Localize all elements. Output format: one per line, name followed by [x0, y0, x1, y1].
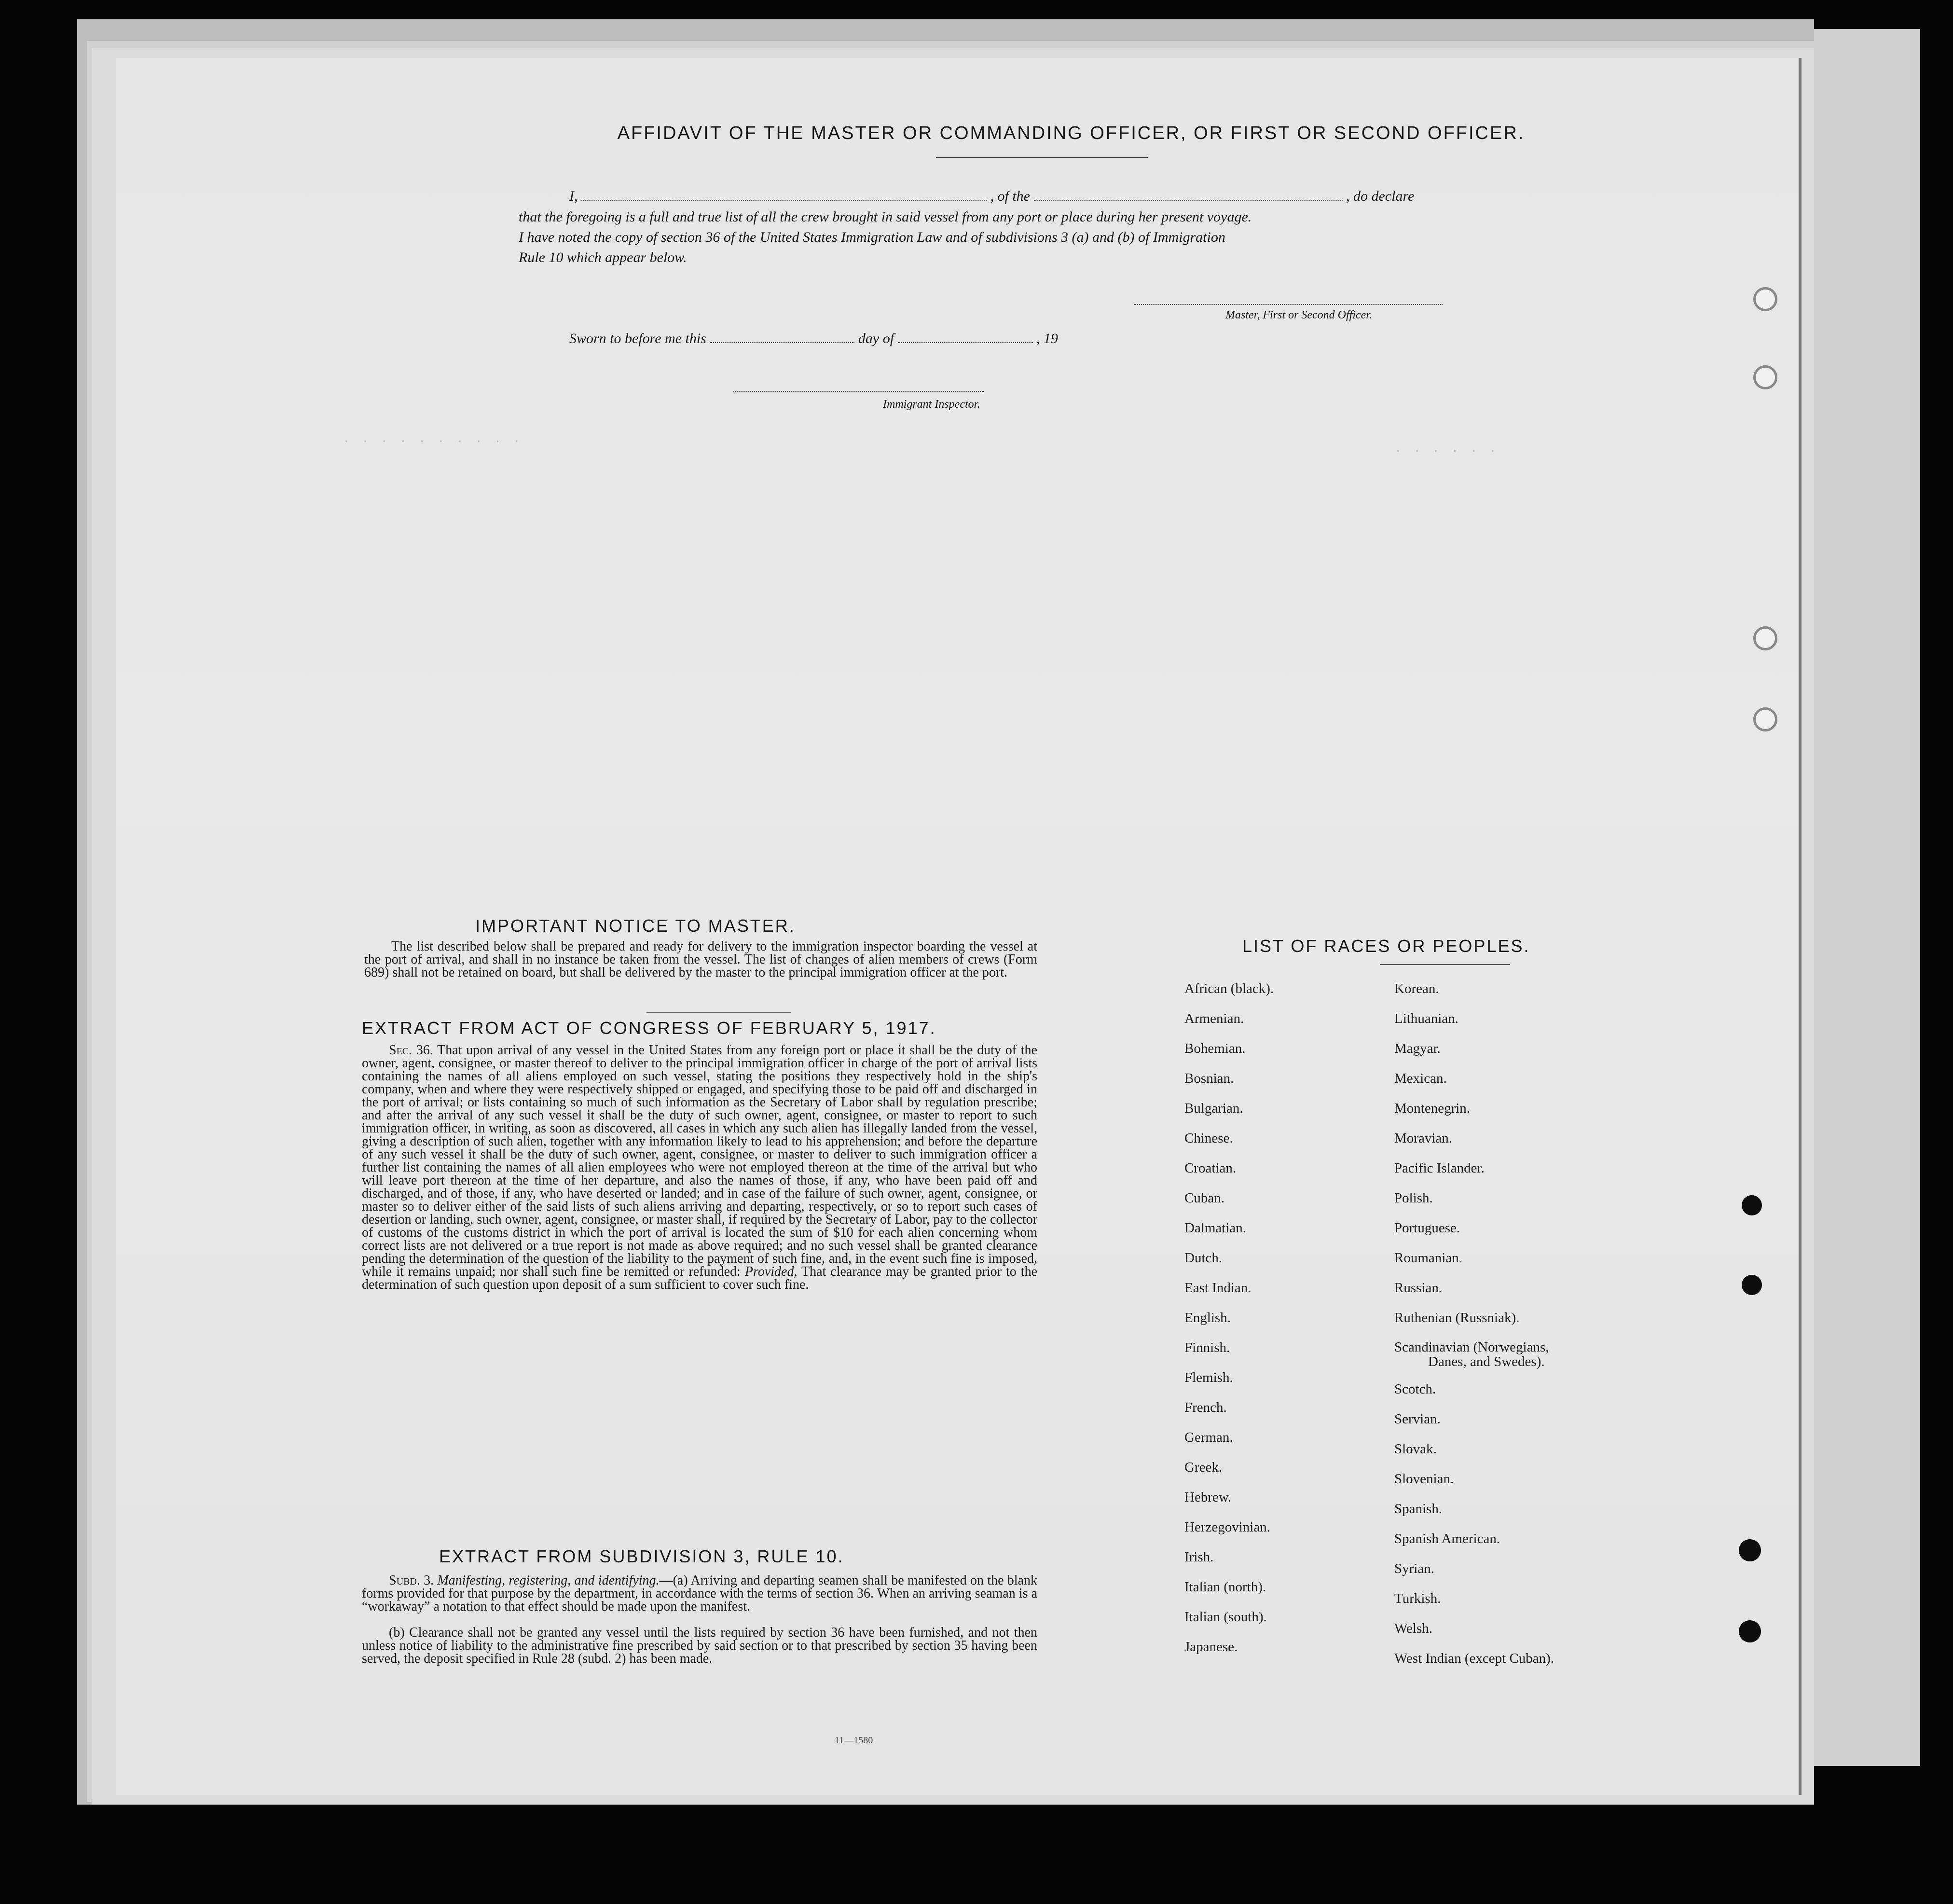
punched-hole-icon [1742, 1195, 1762, 1215]
affidavit-line-4: Rule 10 which appear below. [519, 249, 687, 265]
section-36-text: That upon arrival of any vessel in the United States from any foreign port or place it shall be the duty of the owner, agent, consignee, or master thereof to deliver to the principal immigration officer in charge of the port of arrival lists containing the names of all aliens employed on such vessel, stating the positions they respectively hold in the ship's company, when and where they were respectively shipped or engaged, and specifying those to be paid off and discharged in the port of arrival; or lists containing so much of such information as the Secretary of Labor shall by regulation prescribe; and after the arrival of any such vessel it shall be the duty of such owner, agent, consignee, or master to report to such immigration officer, in writing, as soon as discovered, all cases in which any such alien has illegally landed from the vessel, giving a description of such alien, together with any information likely to lead to his apprehension; and before the departure of any such vessel it shall be the duty of such owner, agent, consignee, or master to deliver to such immigration officer a further list containing the names of all alien employees who were not employed thereon at the time of the arrival but who will leave port thereon at the time of her departure, and also the names of those, if any, who have been paid off and discharged, and of those, if any, who have deserted or landed; and in case of the failure of such owner, agent, consignee, or master so to deliver either of the said lists of such aliens arriving and departing, respectively, or so to report such cases of desertion or landing, such owner, agent, consignee, or master shall, if required by the Secretary of Labor, pay to the collector of customs of the customs district in which the port of arrival is located the sum of $10 for each alien concerning whom correct lists are not delivered or a true report is not made as above required; and no such vessel shall be granted clearance pending the determination of the question of the liability to the payment of such fine, and, in the event such fine is imposed, while it remains unpaid; nor shall such fine be remitted or refunded: [362, 1043, 1037, 1279]
affidavit-line-1 [569, 188, 1414, 205]
race-item: Korean. [1394, 981, 1439, 996]
divider [1380, 964, 1510, 965]
race-item: Japanese. [1184, 1639, 1238, 1655]
bleed-through-marks: · · · · · · · · · · [343, 434, 523, 449]
race-item: Bulgarian. [1184, 1101, 1243, 1116]
races-column-2 [1394, 974, 1554, 1673]
binder-hole-icon [1753, 365, 1777, 389]
subd-label: Subd. 3. [389, 1573, 434, 1588]
form-code: 11—1580 [835, 1735, 873, 1746]
page-edge-shadow [1799, 58, 1802, 1795]
race-item: African (black). [1184, 981, 1274, 996]
race-item: Welsh. [1394, 1621, 1433, 1636]
part-b-text: Clearance shall not be granted any vessel until the lists required by section 36 have been furnished, and not then unless notice of liability to the administrative fine prescribed by said section or to that prescribed by section 35 having been served, the deposit specified in Rule 28 (subd. 2) has been made. [362, 1625, 1037, 1666]
race-item: Portuguese. [1394, 1220, 1460, 1236]
race-item: English. [1184, 1310, 1231, 1325]
race-item: Herzegovinian. [1184, 1519, 1270, 1535]
affidavit-title: AFFIDAVIT OF THE MASTER OR COMMANDING OFFICER, OR FIRST OR SECOND OFFICER. [617, 123, 1525, 143]
act-body [362, 1044, 1037, 1291]
affidavit-line-2: that the foregoing is a full and true list of all the crew brought in said vessel from any port or place during her present voyage. [519, 209, 1252, 225]
vessel-blank[interactable] [1034, 200, 1343, 201]
provided-text: That clearance may be granted prior to the determination of such question upon deposit of a sum sufficient to cover such fine. [362, 1264, 1037, 1292]
signature-label: Master, First or Second Officer. [1225, 309, 1372, 321]
affidavit-of-the: , of the [990, 188, 1030, 204]
race-item: Armenian. [1184, 1011, 1244, 1026]
race-item: Roumanian. [1394, 1250, 1462, 1266]
part-b-label: (b) [389, 1625, 405, 1640]
race-item: Croatian. [1184, 1160, 1237, 1176]
race-item: Russian. [1394, 1280, 1443, 1296]
race-item: Spanish. [1394, 1501, 1443, 1517]
affidavit-do-declare: , do declare [1346, 188, 1415, 204]
section-label: Sec. 36. [389, 1043, 433, 1058]
sworn-text: Sworn to before me this [569, 331, 706, 346]
act-heading: EXTRACT FROM ACT OF CONGRESS OF FEBRUARY 5, 1917. [362, 1018, 936, 1038]
notice-heading: IMPORTANT NOTICE TO MASTER. [475, 916, 796, 936]
race-item: Spanish American. [1394, 1531, 1500, 1546]
provided-label: Provided, [744, 1264, 798, 1279]
race-item: Scandinavian (Norwegians, [1394, 1339, 1549, 1355]
title-underline [936, 157, 1148, 158]
race-item: French. [1184, 1400, 1227, 1415]
year-prefix: , 19 [1036, 331, 1059, 346]
race-item: German. [1184, 1430, 1233, 1445]
race-item: Dutch. [1184, 1250, 1223, 1266]
race-item: Italian (south). [1184, 1609, 1267, 1625]
races-heading: LIST OF RACES OR PEOPLES. [1242, 936, 1530, 956]
race-item: Irish. [1184, 1549, 1214, 1565]
race-item: West Indian (except Cuban). [1394, 1651, 1554, 1666]
race-item: Flemish. [1184, 1370, 1233, 1385]
race-item: Dalmatian. [1184, 1220, 1247, 1236]
race-item: Bosnian. [1184, 1071, 1234, 1086]
punched-hole-icon [1742, 1275, 1762, 1295]
rule-heading: EXTRACT FROM SUBDIVISION 3, RULE 10. [439, 1546, 844, 1566]
affidavit-line-3: I have noted the copy of section 36 of the United States Immigration Law and of subdivisions 3 (a) and (b) of Immigration [519, 229, 1225, 245]
sworn-line [569, 331, 1058, 347]
subd-title: Manifesting, registering, and identifying. [437, 1573, 660, 1588]
affidavit-i: I, [569, 188, 578, 204]
race-item: Moravian. [1394, 1131, 1452, 1146]
race-item: Finnish. [1184, 1340, 1230, 1355]
race-item: Syrian. [1394, 1561, 1434, 1576]
race-item: Hebrew. [1184, 1490, 1232, 1505]
race-item: Turkish. [1394, 1591, 1441, 1606]
race-item: Bohemian. [1184, 1041, 1246, 1056]
race-item: Greek. [1184, 1460, 1223, 1475]
sworn-month-blank[interactable] [898, 342, 1033, 343]
rule-part-a [362, 1574, 1037, 1613]
race-item: Slovak. [1394, 1441, 1437, 1457]
name-blank[interactable] [581, 200, 987, 201]
race-item: Slovenian. [1394, 1471, 1454, 1487]
part-a-text: —(a) Arriving and departing seamen shall be manifested on the blank forms provided for that purpose by the department, in accordance with the terms of section 36. When an arriving seaman is a “workaway” a notation to that effect should be made upon the manifest. [362, 1573, 1037, 1614]
sworn-day-blank[interactable] [710, 342, 854, 343]
binder-hole-icon [1753, 626, 1777, 650]
rule-part-b [362, 1626, 1037, 1665]
binder-hole-icon [1753, 287, 1777, 311]
punched-hole-icon [1739, 1620, 1761, 1642]
inspector-label: Immigrant Inspector. [883, 398, 980, 411]
race-item: Scotch. [1394, 1381, 1436, 1397]
race-item: East Indian. [1184, 1280, 1252, 1296]
race-item: Cuban. [1184, 1190, 1224, 1206]
race-item: Danes, and Swedes). [1428, 1354, 1545, 1369]
race-item: Lithuanian. [1394, 1011, 1458, 1026]
race-item: Montenegrin. [1394, 1101, 1471, 1116]
notice-body: The list described below shall be prepared and ready for delivery to the immigration inspector boarding the vessel at the port of arrival, and shall in no instance be taken from the vessel. The list of changes of alien members of crews (Form 689) shall not be retained on board, but shall be delivered by the master to the principal immigration officer at the port. [364, 939, 1037, 980]
race-item: Italian (north). [1184, 1579, 1266, 1595]
races-column-1 [1184, 974, 1274, 1662]
signature-line[interactable] [1134, 304, 1443, 305]
punched-hole-icon [1739, 1539, 1761, 1561]
race-item: Chinese. [1184, 1131, 1233, 1146]
race-item: Servian. [1394, 1411, 1441, 1427]
background-page-edge [1800, 29, 1920, 1766]
bleed-through-marks: · · · · · · [1394, 444, 1499, 458]
race-item: Magyar. [1394, 1041, 1441, 1056]
day-of-text: day of [858, 331, 894, 346]
race-item: Ruthenian (Russniak). [1394, 1310, 1520, 1325]
race-item: Pacific Islander. [1394, 1160, 1485, 1176]
divider [646, 1012, 791, 1013]
binder-hole-icon [1753, 707, 1777, 731]
race-item: Polish. [1394, 1190, 1433, 1206]
inspector-signature-line[interactable] [733, 391, 984, 392]
race-item: Mexican. [1394, 1071, 1447, 1086]
document-page [116, 58, 1800, 1795]
